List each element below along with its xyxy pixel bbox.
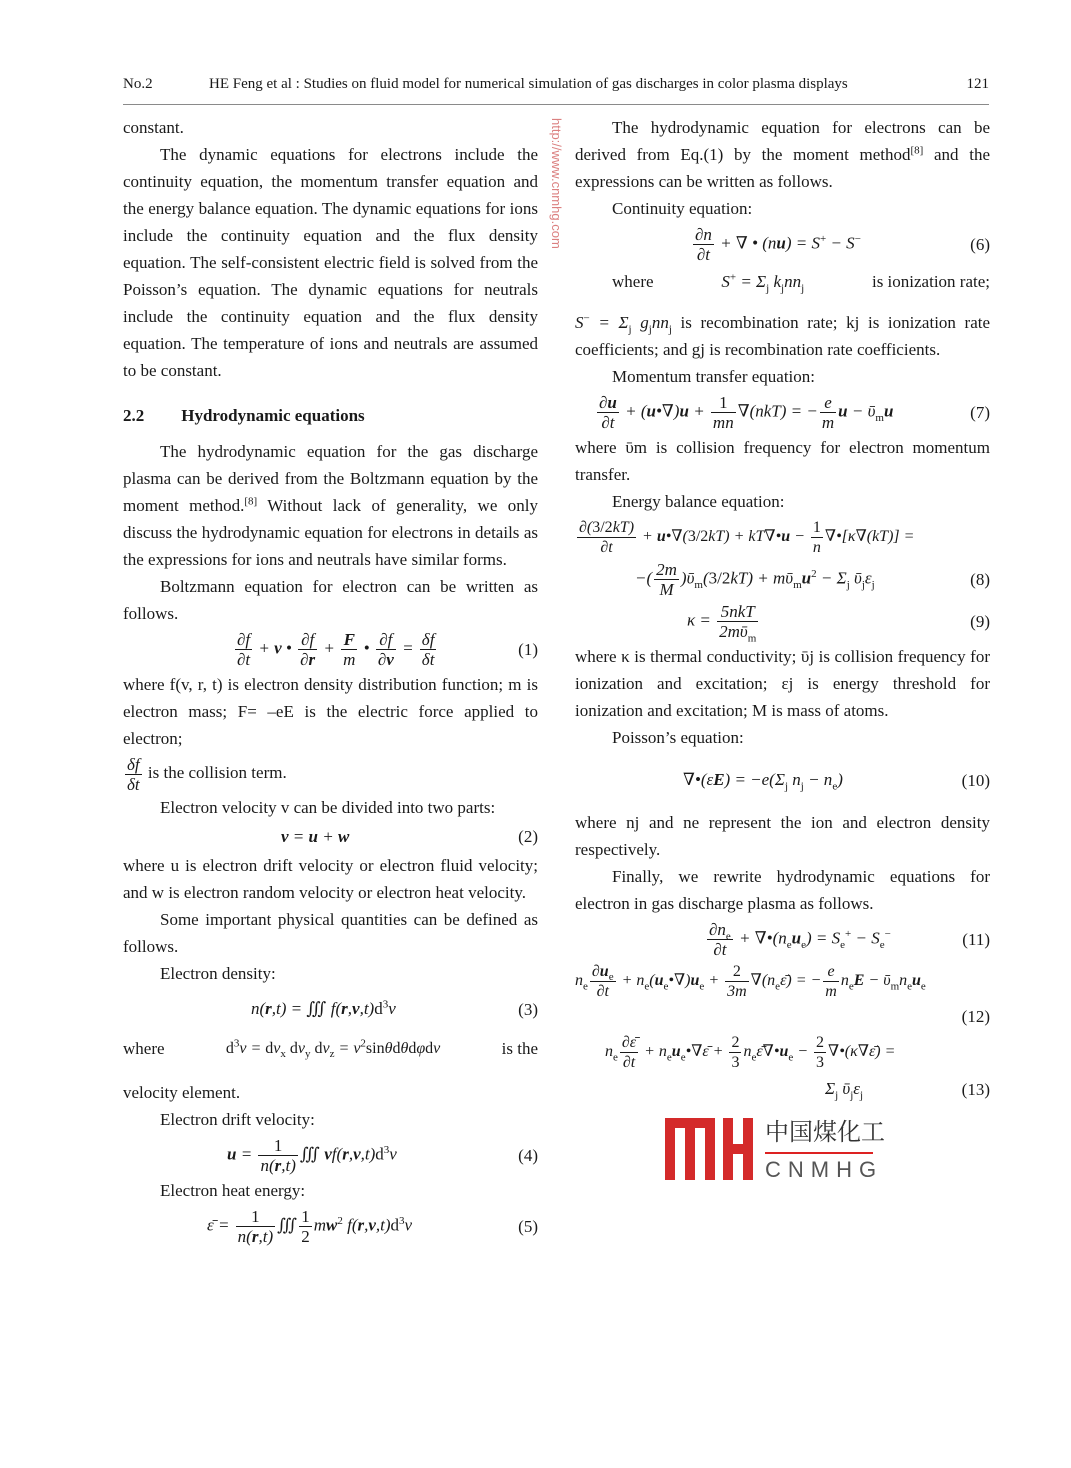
left-column	[123, 114, 538, 1248]
paragraph: Boltzmann equation for electron can be written as follows.	[123, 577, 538, 623]
equation-3	[123, 989, 538, 1029]
paragraph: Electron velocity v can be divided into two parts:	[160, 798, 496, 817]
equation-5	[123, 1206, 538, 1246]
equation-number: (12)	[961, 1007, 990, 1026]
equation-body: κ = $\frac{\text{5nkT}}{2mῡ_m}$	[687, 601, 757, 644]
paragraph	[575, 268, 990, 295]
inline-equation: $d^3v = dv_x$ $dv_y$ $dv_z = v^2\sin\theta d\theta d\varphi dv$	[225, 1037, 441, 1061]
equation-7	[575, 392, 990, 432]
logo-english-text: CNMHG	[765, 1157, 884, 1182]
equation-4	[123, 1135, 538, 1175]
paragraph: where ῡm is collision frequency for electron momentum transfer.	[575, 438, 990, 484]
equation-number: (6)	[970, 234, 990, 254]
page-number: 121	[966, 76, 989, 92]
paragraph: The dynamic equations for electrons include the continuity equation, the momentum transfer equation and the energy balance equation. The dynamic equations for ions include the continuity equation and the flux density equation. The self-consistent electric field is solved from the Poisson’s equation. The dynamic equations for neutrals include the continuity equation and the flux density equation. The temperature of ions and neutrals are assumed to be constant.	[123, 145, 538, 380]
logo-chinese-text: 中国煤化工	[765, 1118, 885, 1146]
right-column	[575, 114, 990, 1188]
citation-link[interactable]: [8]	[244, 495, 258, 508]
section-heading	[123, 402, 538, 429]
section-title: Hydrodynamic equations	[181, 406, 365, 425]
inline-equation: $S^+ = \Sigma_j$ $k_jnn_j$	[721, 271, 805, 295]
equation-number: (13)	[961, 1079, 990, 1099]
equation-number: (3)	[518, 999, 538, 1019]
watermark	[548, 118, 568, 1298]
text: is recombination rate; kj is ionization rate coefficients; and gj is recombination rate coefficients.	[575, 313, 991, 359]
header-rule	[123, 104, 989, 105]
equation-number: (1)	[518, 639, 538, 659]
text: is ionization rate;	[871, 272, 990, 291]
equation-number: (9)	[970, 611, 990, 631]
paragraph: Electron drift velocity:	[160, 1110, 315, 1129]
paragraph: Momentum transfer equation:	[612, 367, 816, 386]
equation-body: u = $\frac{1}{n(r,t)}$ ∭ $vf(r,v,t)d^3v$	[227, 1135, 397, 1175]
text: where	[612, 272, 654, 291]
equation-8a	[575, 517, 990, 557]
equation-number: (5)	[518, 1216, 538, 1236]
equation-number: (2)	[518, 827, 538, 846]
equation-number: (7)	[970, 402, 990, 422]
equation-body: ε̄ = $\frac{1}{n(r,t)}$ ∭ $\frac{1}{2}$ $mw^2$ $f(r,v,t)d^3v$	[207, 1206, 413, 1246]
watermark-url: http://www.cnmhg.com	[549, 118, 564, 249]
paragraph: where κ is thermal conductivity; ῡj is collision frequency for ionization and excitation; εj is energy threshold for ionization and excitation; M is mass of atoms.	[575, 647, 990, 720]
running-header	[123, 76, 989, 98]
equation-number: (8)	[970, 569, 990, 589]
text: Without lack of generality, we only discuss the hydrodynamic equation for electrons in details as the expressions for ions and neutrals have similar forms.	[123, 496, 538, 569]
equation-number: (4)	[518, 1145, 538, 1165]
logo-divider	[765, 1152, 873, 1154]
paragraph: Continuity equation:	[612, 199, 753, 218]
fraction-delta-f: $\frac{\delta f}{\delta t}$	[127, 754, 140, 794]
paragraph	[575, 114, 990, 195]
equation-body: v = u + w	[281, 826, 350, 846]
section-number: 2.2	[123, 406, 145, 425]
equation-11	[575, 919, 990, 959]
paragraph: Some important physical quantities can be defined as follows.	[123, 910, 538, 956]
equation-body: $\Sigma_j$ $ῡ_j\varepsilon_j$	[825, 1079, 864, 1102]
equation-body: $\frac{\partial n_e}{\partial t}$ + $\nabla•(n_eu_e) = S_e^+ - S_e^-$	[709, 919, 891, 959]
citation-link[interactable]: [8]	[910, 144, 924, 157]
issue-number: No.2	[123, 76, 153, 92]
text: is the collision term.	[147, 763, 287, 782]
text: The hydrodynamic equation for electrons can be derived from Eq.(1) by the moment method	[575, 118, 990, 164]
logo-mark-icon	[665, 1118, 753, 1180]
text: and the expressions can be written as follows.	[575, 145, 990, 191]
equation-13b	[575, 1074, 990, 1104]
paragraph: Electron density:	[160, 964, 276, 983]
paragraph: Poisson’s equation:	[612, 728, 744, 747]
paragraph	[123, 438, 538, 573]
equation-10	[575, 753, 990, 807]
equation-body: $\frac{\partial n}{\partial t}$ + ∇ • (nu) = S+ − S−	[695, 224, 861, 264]
equation-6	[575, 224, 990, 264]
paragraph: constant.	[123, 118, 184, 137]
equation-2	[123, 823, 538, 850]
paragraph: Electron heat energy:	[160, 1181, 306, 1200]
equation-12	[575, 961, 990, 1001]
text: is the	[501, 1039, 538, 1058]
paragraph: where f(v, r, t) is electron density distribution function; m is electron mass; F= –eE is the electric force applied to electron;	[123, 675, 538, 748]
equation-8b	[575, 559, 990, 599]
equation-1	[123, 629, 538, 669]
equation-body: $n_e$ $\frac{\partial\varepsilon̄}{\partial t}$ + $n_eu_e•\nabla\varepsilon̄$ + $\frac{2}{3}$ $n_e\varepsilon̄\nabla•u_e$ − $\frac{2}{3}$ ∇•(κ∇ε̄) =	[605, 1033, 896, 1071]
equation-body: $n_e$ $\frac{\partial u_e}{\partial t}$ + $n_e(u_e•\nabla)u_e$ + $\frac{2}{3m}$ $\nabla(n_e\varepsilon̄)$ = − $\frac{e}{m}$ $n_eE$ − $ῡ_mn_eu_e$	[575, 962, 926, 1000]
equation-body: $\frac{\partial(3/2kT)}{\partial t}$ + u•∇(3/2kT) + kT∇•u − $\frac{1}{n}$ ∇•[κ∇(kT)] =	[579, 518, 915, 556]
equation-13a	[575, 1032, 990, 1072]
running-title: HE Feng et al : Studies on fluid model for numerical simulation of gas discharges in color plasma displays	[209, 76, 848, 92]
paragraph	[575, 309, 990, 363]
equation-body: n(r,t) = ∭ $f(r,v,t)d^3v$	[251, 998, 396, 1018]
paragraph: Energy balance equation:	[612, 492, 785, 511]
equation-number: (10)	[961, 770, 990, 790]
paragraph: where nj and ne represent the ion and electron density respectively.	[575, 813, 990, 859]
equation-body: $\frac{\partial u}{\partial t}$ + (u•∇)u + $\frac{1}{mn}$ ∇(nkT) = − $\frac{e}{m}$ u − ῡ$_m$u	[599, 392, 894, 432]
paragraph: velocity element.	[123, 1083, 241, 1102]
text: The hydrodynamic equation for the gas discharge plasma can be derived from the Boltzmann equation by the moment method.	[123, 442, 538, 515]
equation-body: ∇•(εE) = $-e(\Sigma_j$ $n_j - n_e$)	[683, 770, 843, 793]
text: where	[123, 1039, 165, 1058]
cnmhg-logo	[665, 1110, 895, 1188]
paragraph	[123, 752, 538, 794]
paragraph: where u is electron drift velocity or electron fluid velocity; and w is electron random velocity or electron heat velocity.	[123, 856, 538, 902]
equation-body: $\frac{\partial f}{\partial t}$ + v • $\frac{\partial f}{\partial r}$ + $\frac{F}{m}$ • $\frac{\partial f}{\partial v}$ = $\frac{\delta f}{\delta t}$	[237, 629, 435, 669]
equation-9	[575, 601, 990, 644]
equation-number: (11)	[962, 929, 990, 949]
paragraph	[123, 1035, 538, 1062]
paragraph: Finally, we rewrite hydrodynamic equations for electron in gas discharge plasma as follows.	[575, 867, 990, 913]
inline-equation: $S^- = \Sigma_j$ $g_jnn_j$	[575, 312, 672, 336]
equation-body: −( $\frac{2m}{M}$ )ῡ$_m$(3/2kT) + $mῡ_mu^2 - \Sigma_j$ $ῡ_j\varepsilon_j$	[635, 559, 875, 599]
